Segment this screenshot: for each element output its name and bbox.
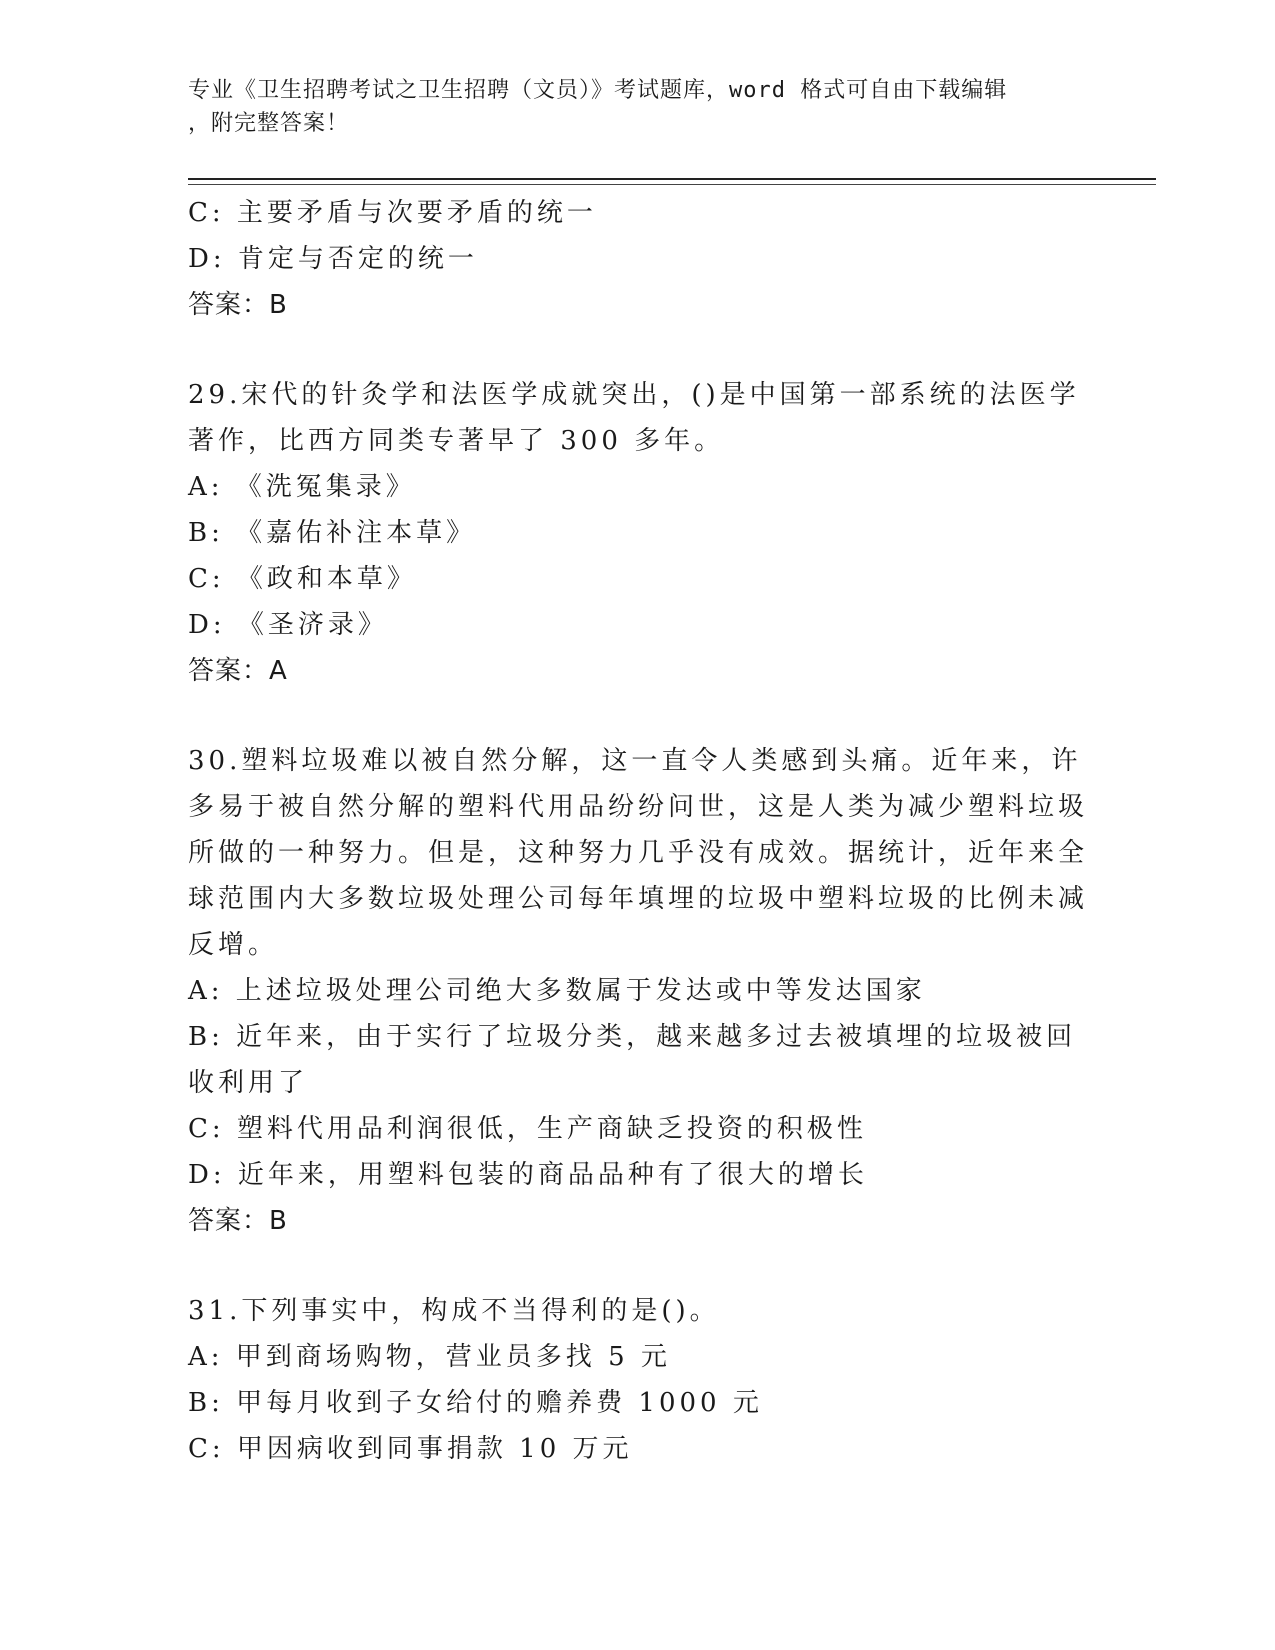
option-c: C: 《政和本草》 (188, 564, 417, 594)
answer-line: 答案：B (188, 290, 288, 320)
question-stem: 29.宋代的针灸学和法医学成就突出，()是中国第一部系统的法医学著作，比西方同类专著早了 300 多年。 (188, 380, 1080, 456)
option-c: C: 甲因病收到同事捐款 10 万元 (188, 1434, 633, 1464)
option-a: A: 《洗冤集录》 (188, 472, 416, 502)
option-d: D: 《圣济录》 (188, 610, 388, 640)
option-b: B: 《嘉佑补注本草》 (188, 518, 477, 548)
question-stem: 30.塑料垃圾难以被自然分解，这一直令人类感到头痛。近年来，许多易于被自然分解的塑料代用品纷纷问世，这是人类为减少塑料垃圾所做的一种努力。但是，这种努力几乎没有成效。据统计，近年来全球范围内大多数垃圾处理公司每年填埋的垃圾中塑料垃圾的比例未减反增。 (188, 746, 1089, 960)
question-stem: 31.下列事实中，构成不当得利的是()。 (188, 1296, 720, 1326)
header-divider-thin (188, 184, 1156, 185)
option-b: B: 近年来，由于实行了垃圾分类，越来越多过去被填埋的垃圾被回收利用了 (188, 1022, 1077, 1098)
option-d: D: 近年来，用塑料包装的商品品种有了很大的增长 (188, 1160, 868, 1190)
option-d: D: 肯定与否定的统一 (188, 244, 478, 274)
option-c: C: 塑料代用品利润很低，生产商缺乏投资的积极性 (188, 1114, 867, 1144)
header-line-1: 专业《卫生招聘考试之卫生招聘（文员）》考试题库，word 格式可自由下载编辑 (188, 78, 1008, 103)
header-line-2: ，附完整答案！ (188, 111, 350, 136)
option-a: A: 甲到商场购物，营业员多找 5 元 (188, 1342, 671, 1372)
prev-question (188, 190, 1088, 328)
question-list (188, 190, 1088, 1472)
question-30 (188, 738, 1088, 1244)
header-divider-thick (188, 178, 1156, 180)
document-header (188, 74, 1068, 140)
question-29 (188, 372, 1088, 694)
option-c: C: 主要矛盾与次要矛盾的统一 (188, 198, 597, 228)
option-a: A: 上述垃圾处理公司绝大多数属于发达或中等发达国家 (188, 976, 926, 1006)
option-b: B: 甲每月收到子女给付的赡养费 1000 元 (188, 1388, 763, 1418)
answer-line: 答案：B (188, 1206, 288, 1236)
question-31 (188, 1288, 1088, 1472)
answer-line: 答案：A (188, 656, 288, 686)
